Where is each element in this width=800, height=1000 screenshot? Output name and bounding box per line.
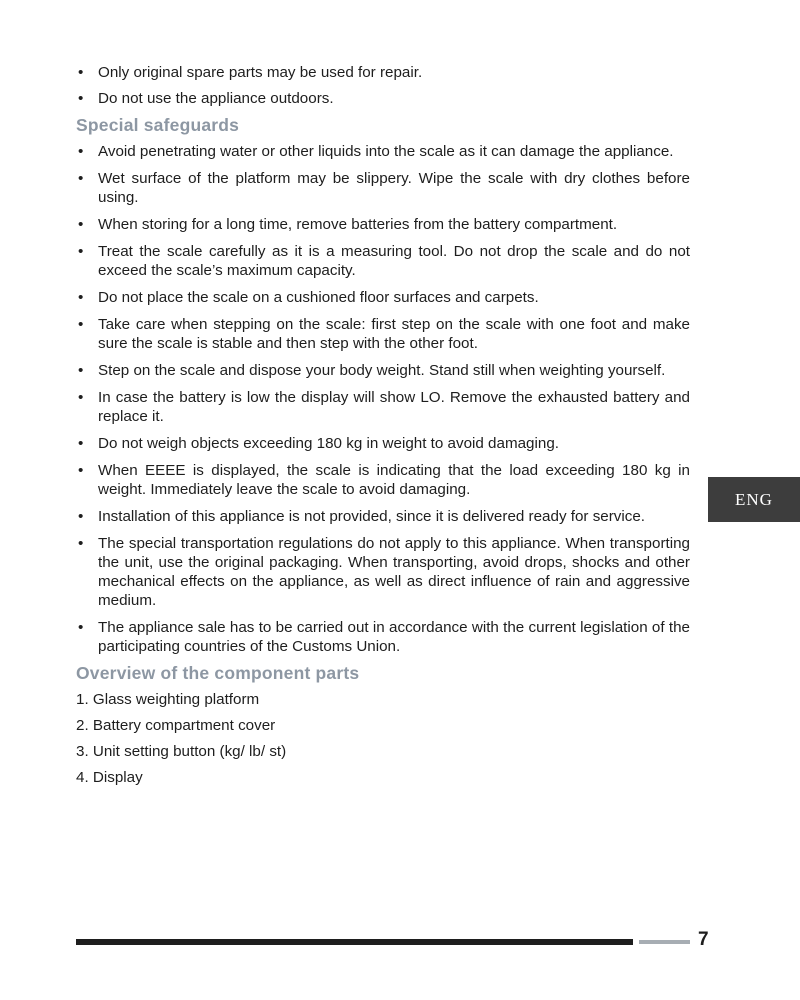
component-part-item: 4. Display: [76, 769, 143, 786]
bullet-item: • When storing for a long time, remove batteries from the battery compartment.: [76, 215, 690, 234]
bullet-item: • Wet surface of the platform may be slippery. Wipe the scale with dry clothes before using.: [76, 169, 690, 207]
section-heading-special-safeguards: Special safeguards: [76, 115, 240, 135]
footer-rule-light: [639, 940, 690, 944]
bullet-item: • Step on the scale and dispose your body weight. Stand still when weighting yourself.: [76, 361, 690, 380]
bullet-item: • The special transportation regulations do not apply to this appliance. When transporting the unit, use the original packaging. When transporting, avoid drops, shocks and other mechanical effects on the appliance, as well as direct influence of rain and aggressive medium.: [76, 534, 690, 610]
section-heading-overview: Overview of the component parts: [76, 663, 360, 683]
component-part-item: 3. Unit setting button (kg/ lb/ st): [76, 743, 287, 760]
bullet-item: • Take care when stepping on the scale: first step on the scale with one foot and make sure the scale is stable and then step with the other foot.: [76, 315, 690, 353]
footer-rule-dark: [76, 939, 633, 945]
component-part-item: 1. Glass weighting platform: [76, 691, 260, 708]
bullet-item: • When EEEE is displayed, the scale is indicating that the load exceeding 180 kg in weight. Immediately leave the scale to avoid damaging.: [76, 461, 690, 499]
bullet-item: • Only original spare parts may be used for repair.: [76, 63, 690, 82]
bullet-item: • Installation of this appliance is not provided, since it is delivered ready for service.: [76, 507, 690, 526]
bullet-item: • Do not place the scale on a cushioned floor surfaces and carpets.: [76, 288, 690, 307]
component-part-item: 2. Battery compartment cover: [76, 717, 276, 734]
bullet-item: • In case the battery is low the display will show LO. Remove the exhausted battery and replace it.: [76, 388, 690, 426]
document-body: [76, 63, 690, 794]
intro-bullet-list: [76, 63, 690, 108]
bullet-item: • Do not use the appliance outdoors.: [76, 89, 690, 108]
bullet-item: • The appliance sale has to be carried out in accordance with the current legislation of the participating countries of the Customs Union.: [76, 618, 690, 656]
language-tab: ENG: [708, 477, 800, 522]
bullet-item: • Avoid penetrating water or other liquids into the scale as it can damage the appliance.: [76, 142, 690, 161]
component-parts-list: [76, 690, 690, 787]
page-number: 7: [698, 929, 709, 950]
bullet-item: • Do not weigh objects exceeding 180 kg in weight to avoid damaging.: [76, 434, 690, 453]
bullet-item: • Treat the scale carefully as it is a measuring tool. Do not drop the scale and do not exceed the scale’s maximum capacity.: [76, 242, 690, 280]
special-safeguards-list: [76, 142, 690, 656]
